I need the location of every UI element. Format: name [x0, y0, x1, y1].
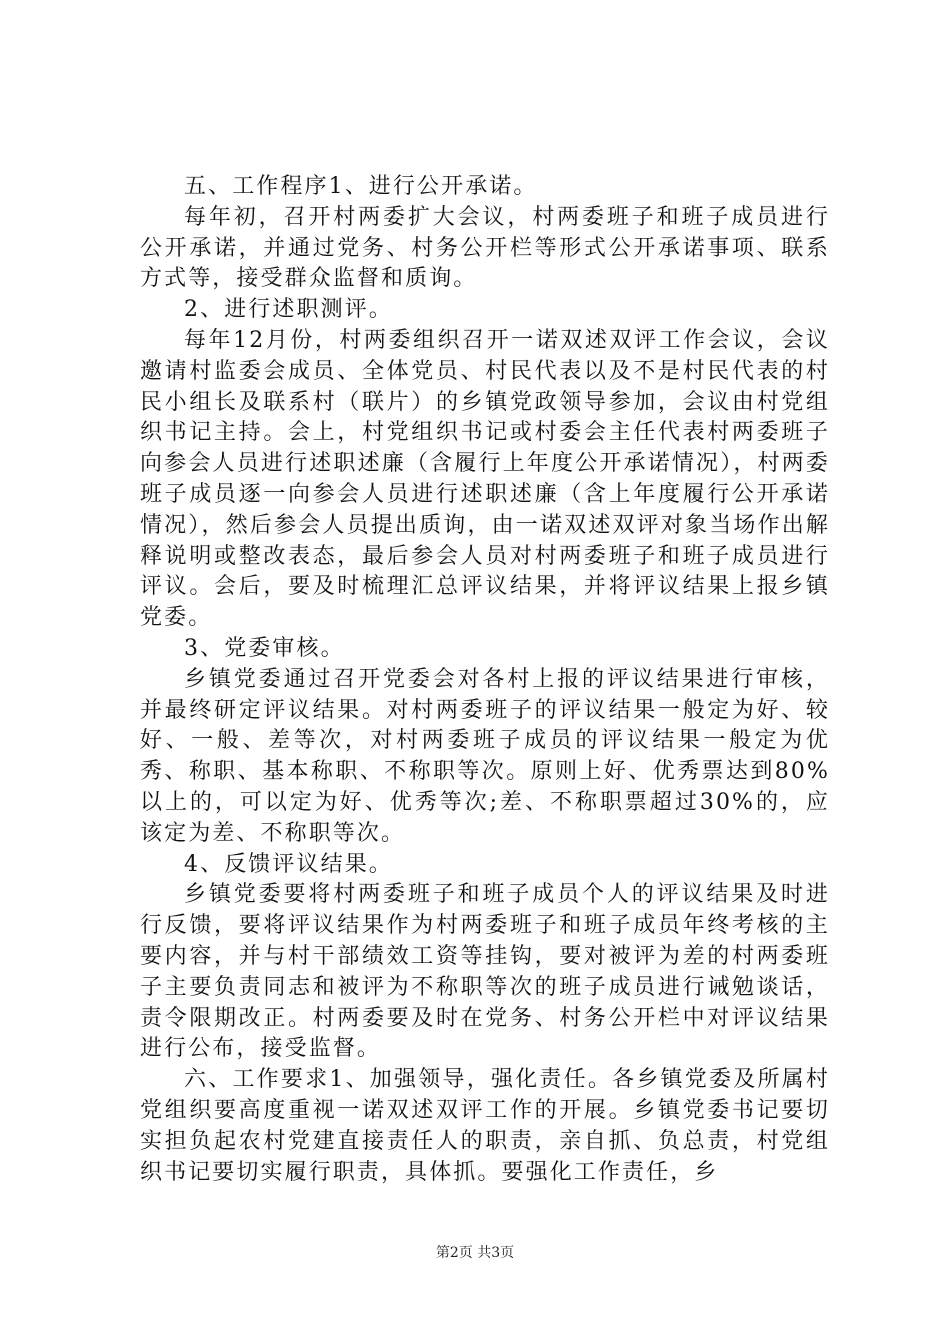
paragraph-section-six: 六、工作要求1、加强领导，强化责任。各乡镇党委及所属村党组织要高度重视一诺双述双评工作的开展。乡镇党委书记要切实担负起农村党建直接责任人的职责，亲自抓、负总责，村党组织书记要切实履行职责，具体抓。要强化工作责任，乡 [140, 1067, 830, 1185]
document-body [140, 172, 830, 1188]
paragraph-step-four-heading: 4、反馈评议结果。 [184, 851, 393, 877]
paragraph-section-five-heading: 五、工作程序1、进行公开承诺。 [184, 174, 538, 199]
paragraph-committee-audit: 乡镇党委通过召开党委会对各村上报的评议结果进行审核，并最终研定评议结果。对村两委班子的评议结果一般定为好、较好、一般、差等次，对村两委班子成员的评议结果一般定为优秀、称职、基本称职、不称职等次。原则上好、优秀票达到80%以上的，可以定为好、优秀等次;差、不称职票超过30%的，应该定为差、不称职等次。 [140, 666, 830, 846]
paragraph-public-commitment: 每年初，召开村两委扩大会议，村两委班子和班子成员进行公开承诺，并通过党务、村务公开栏等形式公开承诺事项、联系方式等，接受群众监督和质询。 [140, 204, 830, 292]
paragraph-feedback-results: 乡镇党委要将村两委班子和班子成员个人的评议结果及时进行反馈，要将评议结果作为村两委班子和班子成员年终考核的主要内容，并与村干部绩效工资等挂钩，要对被评为差的村两委班子主要负责同志和被评为不称职等次的班子成员进行诫勉谈话，责令限期改正。村两委要及时在党务、村务公开栏中对评议结果进行公布，接受监督。 [140, 882, 830, 1062]
page-footer: 第2页 共3页 [435, 1245, 515, 1261]
paragraph-annual-review: 每年12月份，村两委组织召开一诺双述双评工作会议，会议邀请村监委会成员、全体党员、村民代表以及不是村民代表的村民小组长及联系村（联片）的乡镇党政领导参加，会议由村党组织书记主持。会上，村党组织书记或村委会主任代表村两委班子向参会人员进行述职述廉（含履行上年度公开承诺情况），村两委班子成员逐一向参会人员进行述职述廉（含上年度履行公开承诺情况），然后参会人员提出质询，由一诺双述双评对象当场作出解释说明或整改表态，最后参会人员对村两委班子和班子成员进行评议。会后，要及时梳理汇总评议结果，并将评议结果上报乡镇党委。 [140, 327, 830, 631]
paragraph-step-three-heading: 3、党委审核。 [184, 635, 345, 661]
paragraph-step-two-heading: 2、进行述职测评。 [184, 297, 393, 323]
